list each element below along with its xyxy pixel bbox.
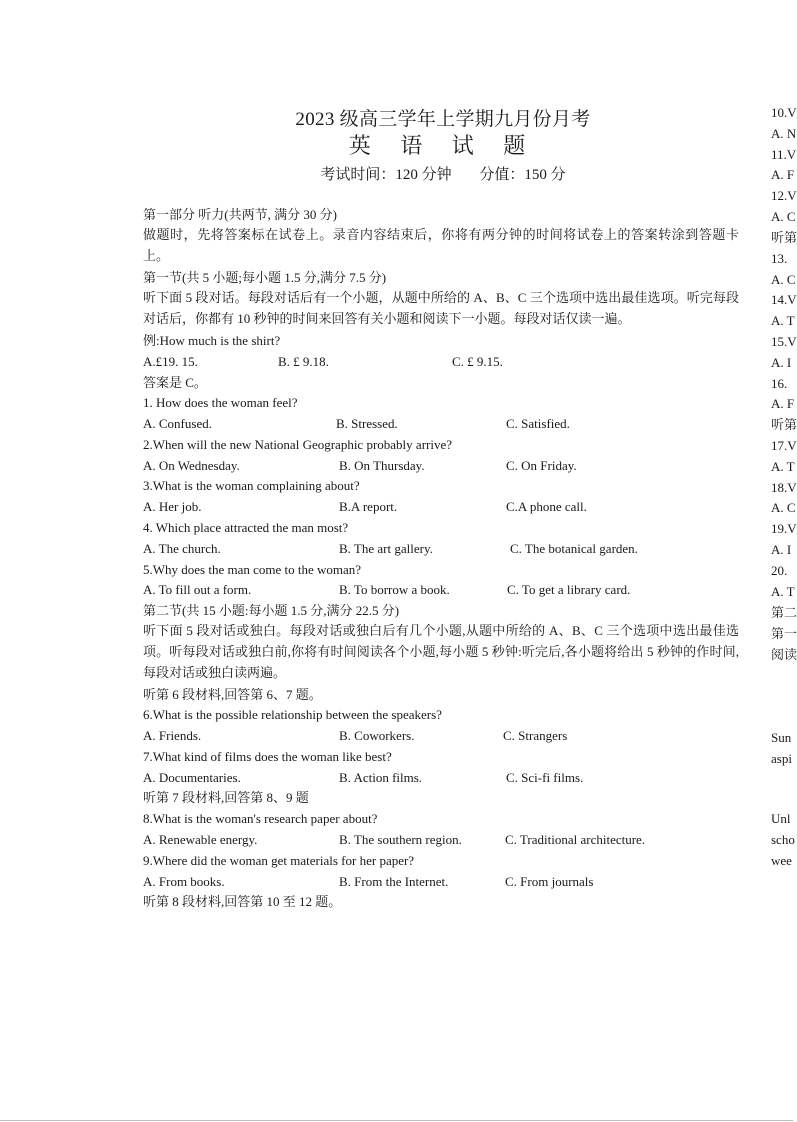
edge-text: A. C bbox=[771, 209, 796, 224]
edge-text: 听第 bbox=[771, 230, 797, 245]
section1-heading: 第一节(共 5 小题;每小题 1.5 分,满分 7.5 分) bbox=[143, 270, 387, 285]
question-3: 3.What is the woman complaining about? bbox=[143, 478, 360, 493]
section2-heading: 第二节(共 15 小题:每小题 1.5 分,满分 22.5 分) bbox=[143, 603, 400, 618]
section2-instruction: 听下面 5 段对话或独白。每段对话或独白后有几个小题,从题中所给的 A、B、C 三个选项中选出最佳选项。听每段对话或独白前,你将有时间阅读各个小题,每小题 5 秒钟:听完后,各小题将给出 5 秒钟的作时间,每段对话或独白读两遍。 bbox=[143, 623, 739, 680]
edge-text: 15.V bbox=[771, 334, 797, 349]
material-8-heading: 听第 8 段材料,回答第 10 至 12 题。 bbox=[143, 894, 342, 909]
edge-text: 13. bbox=[771, 251, 788, 266]
q2-option-b: B. On Thursday. bbox=[339, 458, 425, 473]
q1-option-c: C. Satisfied. bbox=[506, 416, 570, 431]
q3-option-b: B.A report. bbox=[339, 499, 398, 514]
q9-option-a: A. From books. bbox=[143, 874, 225, 889]
question-4: 4. Which place attracted the man most? bbox=[143, 520, 349, 535]
q4-option-c: C. The botanical garden. bbox=[510, 541, 638, 556]
question-2: 2.When will the new National Geographic probably arrive? bbox=[143, 437, 452, 452]
example-answer: 答案是 C。 bbox=[143, 375, 207, 390]
q4-option-a: A. The church. bbox=[143, 541, 221, 556]
section1-instruction: 听下面 5 段对话。每段对话后有一个小题，从题中所给的 A、B、C 三个选项中选出最佳选项。听完每段对话后，你都有 10 秒钟的时间来回答有关小题和阅读下一小题。每段对话仅读一遍。 bbox=[143, 290, 739, 326]
example-question: 例:How much is the shirt? bbox=[143, 333, 281, 348]
example-option-c: C. £ 9.15. bbox=[452, 354, 503, 369]
q9-option-b: B. From the Internet. bbox=[339, 874, 449, 889]
part1-heading: 第一部分 听力(共两节, 满分 30 分) bbox=[143, 207, 337, 222]
edge-text: 12.V bbox=[771, 188, 797, 203]
q7-option-a: A. Documentaries. bbox=[143, 770, 241, 785]
edge-text: 18.V bbox=[771, 480, 797, 495]
edge-text: A. N bbox=[771, 126, 797, 141]
edge-text: A. I bbox=[771, 542, 792, 557]
q7-option-c: C. Sci-fi films. bbox=[506, 770, 584, 785]
page-bottom-rule bbox=[0, 1120, 793, 1121]
q4-option-b: B. The art gallery. bbox=[339, 541, 433, 556]
score-label: 分值：150 分 bbox=[479, 167, 566, 183]
q8-option-c: C. Traditional architecture. bbox=[505, 832, 646, 847]
material-7-heading: 听第 7 段材料,回答第 8、9 题 bbox=[143, 790, 309, 805]
q1-option-a: A. Confused. bbox=[143, 416, 212, 431]
edge-text: 19.V bbox=[771, 521, 797, 536]
q1-option-b: B. Stressed. bbox=[336, 416, 398, 431]
edge-text: A. F bbox=[771, 396, 795, 411]
edge-text: aspi bbox=[771, 751, 792, 766]
q9-option-c: C. From journals bbox=[505, 874, 594, 889]
question-7: 7.What kind of films does the woman like best? bbox=[143, 749, 392, 764]
q5-option-c: C. To get a library card. bbox=[507, 582, 631, 597]
edge-text: A. C bbox=[771, 500, 796, 515]
question-8: 8.What is the woman's research paper about? bbox=[143, 811, 378, 826]
edge-text: wee bbox=[771, 853, 792, 868]
edge-text: 听第 bbox=[771, 417, 797, 432]
q8-option-b: B. The southern region. bbox=[339, 832, 462, 847]
example-option-a: A.£19. 15. bbox=[143, 354, 198, 369]
q3-option-a: A. Her job. bbox=[143, 499, 202, 514]
edge-text: scho bbox=[771, 832, 795, 847]
edge-text: A. T bbox=[771, 313, 795, 328]
edge-text: A. T bbox=[771, 459, 795, 474]
subject-title: 英 语 试 题 bbox=[348, 133, 538, 158]
edge-text: A. C bbox=[771, 272, 796, 287]
exam-title: 2023 级高三学年上学期九月份月考 bbox=[295, 109, 591, 130]
exam-info bbox=[143, 163, 743, 184]
example-option-b: B. £ 9.18. bbox=[278, 354, 329, 369]
time-label: 考试时间：120 分钟 bbox=[320, 167, 452, 183]
q2-option-a: A. On Wednesday. bbox=[143, 458, 240, 473]
edge-text: 16. bbox=[771, 376, 788, 391]
edge-text: Unl bbox=[771, 811, 791, 826]
edge-text: 10.V bbox=[771, 105, 797, 120]
q6-option-c: C. Strangers bbox=[503, 728, 568, 743]
material-6-heading: 听第 6 段材料,回答第 6、7 题。 bbox=[143, 687, 322, 702]
question-9: 9.Where did the woman get materials for her paper? bbox=[143, 853, 415, 868]
q6-option-b: B. Coworkers. bbox=[339, 728, 415, 743]
edge-text: 阅读 bbox=[771, 647, 797, 662]
edge-text: 20. bbox=[771, 563, 788, 578]
part1-instruction: 做题时，先将答案标在试卷上。录音内容结束后，你将有两分钟的时间将试卷上的答案转涂到答题卡上。 bbox=[143, 227, 739, 263]
edge-text: Sun bbox=[771, 730, 792, 745]
edge-text: A. I bbox=[771, 355, 792, 370]
q5-option-a: A. To fill out a form. bbox=[143, 582, 252, 597]
q8-option-a: A. Renewable energy. bbox=[143, 832, 258, 847]
q6-option-a: A. Friends. bbox=[143, 728, 202, 743]
edge-text: 第二 bbox=[771, 605, 797, 620]
edge-text: A. T bbox=[771, 584, 795, 599]
edge-text: 17.V bbox=[771, 438, 797, 453]
question-1: 1. How does the woman feel? bbox=[143, 395, 298, 410]
q2-option-c: C. On Friday. bbox=[506, 458, 577, 473]
question-6: 6.What is the possible relationship between the speakers? bbox=[143, 707, 442, 722]
q5-option-b: B. To borrow a book. bbox=[339, 582, 450, 597]
edge-text: 第一 bbox=[771, 626, 797, 641]
q3-option-c: C.A phone call. bbox=[506, 499, 587, 514]
edge-text: A. F bbox=[771, 167, 795, 182]
q7-option-b: B. Action films. bbox=[339, 770, 423, 785]
question-5: 5.Why does the man come to the woman? bbox=[143, 562, 362, 577]
edge-text: 11.V bbox=[771, 147, 797, 162]
edge-text: 14.V bbox=[771, 292, 797, 307]
